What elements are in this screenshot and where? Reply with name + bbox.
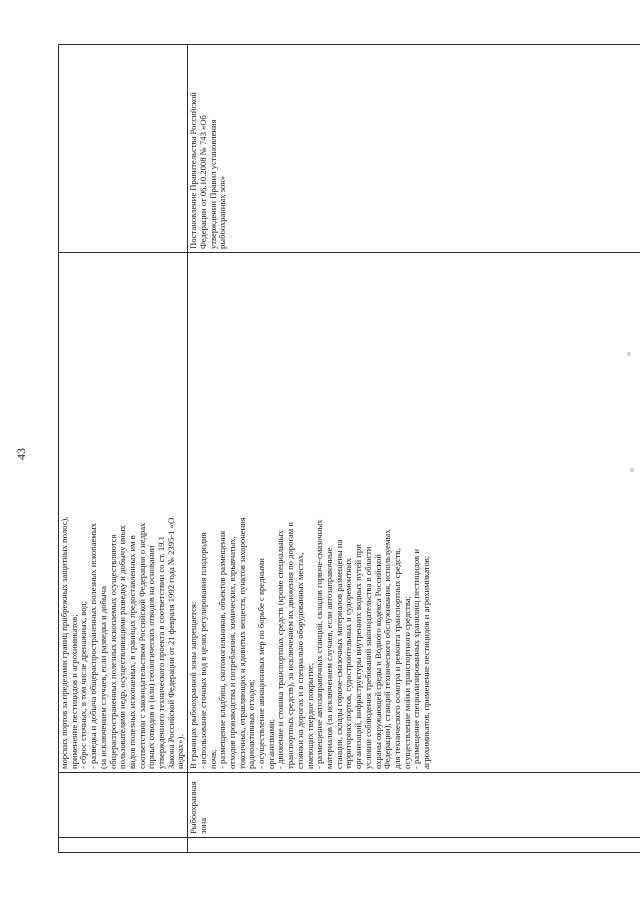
text-line: В границах рыбоохранной зоны запрещается: [188,601,199,769]
text-line: - осуществление авиационных мер по борьбе с вредными [256,558,267,769]
legal-basis-cell [59,45,188,253]
restrictions-cell [188,253,640,773]
text-line: организмами; [265,718,276,769]
text-line: для технического осмотра и ремонта транспортных средств, [391,548,402,769]
table-row-continuation [59,45,188,853]
text-line: применение пестицидов и агрохимикатов; [68,614,79,769]
text-line: охраны окружающей среды и Водного кодекса Российской [372,553,383,769]
text-line: - использование сточных вод в целях регулирования плодородия [197,532,208,769]
scan-mark [630,468,634,472]
restrictions-cell [59,253,188,773]
text-line: пользователями недр, осуществляющими разведку и добычу иных [117,525,128,769]
text-line: - сброс сточных, в том числе дренажных, вод; [78,600,89,769]
page-number: 43 [14,448,28,460]
text-line: имеющих твердое покрытие; [304,662,315,769]
text-line: - размещение автозаправочных станций, складов горюче-смазочных [314,519,325,769]
text-line: - движение и стоянка транспортных средств (кроме специальных [275,530,286,769]
text-line: осуществление мойки транспортного средства; [401,596,412,769]
legal-basis-cell [188,45,640,253]
text-line: общераспространенных полезных ископаемых осуществляются [107,534,118,769]
text-line: отходов производства и потребления, химических, взрывчатых, [226,536,237,769]
text-line: - разведка и добыча общераспространенных полезных ископаемых [88,523,99,769]
text-line: материалов (за исключением случаев, если автозаправочные [323,547,334,769]
text-line: Постановление Правительства Российской [188,92,199,249]
text-line: почв; [207,749,218,769]
text-line: транспортных средств), за исключением их движения по дорогам и [285,522,296,769]
row-number-cell [188,838,640,853]
text-line: Федерации), станций технического обслуживания, используемых [382,529,393,769]
row-number-cell [59,838,188,853]
text-line: - размещение специализированных хранилищ пестицидов и [411,549,422,769]
regulation-table [58,44,640,853]
scan-mark [627,352,631,356]
text-line: территориях портов, судостроительных и судоремонтных [343,558,354,769]
text-line: стоянки на дорогах и в специально оборудованных местах, [294,552,305,769]
text-line: радиоактивных отходов; [246,679,257,769]
text-line: Закона Российской Федерации от 21 февраля 1992 года № 2395-1 «О [165,517,176,769]
text-line: видов полезных ископаемых, в границах предоставленных им в [126,535,137,769]
text-line: агрохимикатов, применение пестицидов и агрохимикатов; [421,555,432,769]
text-line: - размещение кладбищ, скотомогильников, объектов размещения [217,530,228,769]
text-line: условии соблюдения требований законодательства в области [362,546,373,769]
text-line: соответствии с законодательством Российской Федерации о недрах [136,522,147,769]
table-row-fish-protection-zone [188,45,640,853]
text-line: утвержденного технического проекта в соответствии со ст. 19.1 [156,536,167,769]
text-line: Федерации от 06.10.2008 № 743 «Об [197,115,208,249]
text-line: токсичных, отравляющих и ядовитых веществ, пунктов захоронения [236,517,247,769]
text-line: станции, склады горюче-смазочных материалов размещены на [333,539,344,769]
text-line: горных отводов и (или) геологических отводов на основании [146,545,157,769]
text-line: утверждении Правил установления [207,119,218,249]
text-line: организаций, инфраструктуры внутренних водных путей при [353,544,364,769]
zone-name-cell: Рыбоохранная зона [188,773,640,838]
text-line: рыбоохранных зон» [217,175,228,249]
text-line: (за исключением случаев, если разведка и добыча [97,586,108,769]
text-line: недрах»). [175,734,186,769]
text-line: морских портов за пределами границ прибрежных защитных полос), [59,516,69,769]
zone-name-cell [59,773,188,838]
